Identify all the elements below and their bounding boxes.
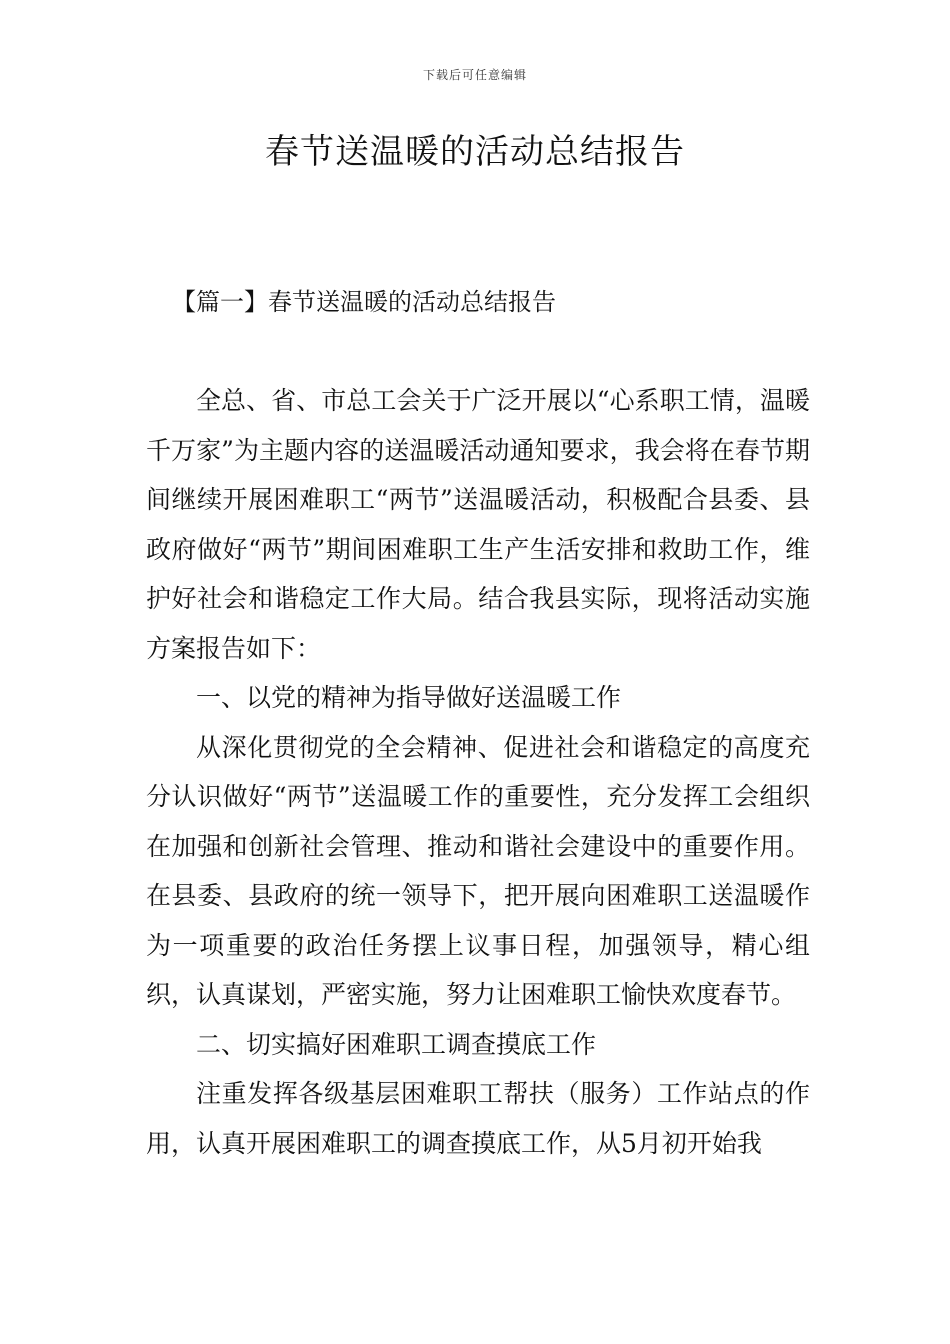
heading-part-one: 一、以党的精神为指导做好送温暖工作 [196,683,622,712]
header-note: 下载后可任意编辑 [422,68,527,82]
document-body [146,376,810,1168]
paragraph-part-one: 从深化贯彻党的全会精神、促进社会和谐稳定的高度充分认识做好“两节”送温暖工作的重要性，充分发挥工会组织在加强和创新社会管理、推动和谐社会建设中的重要作用。在县委、县政府的统一领导下，把开展向困难职工送温暖作为一项重要的政治任务摆上议事日程，加强领导，精心组织，认真谋划，严密实施，努力让困难职工愉快欢度春节。 [146,732,810,1009]
heading-part-two: 二、切实搞好困难职工调查摸底工作 [196,1029,597,1059]
paragraph-intro: 全总、省、市总工会关于广泛开展以“心系职工情，温暖千万家”为主题内容的送温暖活动通知要求，我会将在春节期间继续开展困难职工“两节”送温暖活动，积极配合县委、县政府做好“两节”期间困难职工生产生活安排和救助工作，维护好社会和谐稳定工作大局。结合我县实际，现将活动实施方案报告如下： [146,386,810,663]
document-title: 春节送温暖的活动总结报告 [265,132,685,172]
section-heading: 【篇一】春节送温暖的活动总结报告 [172,288,556,316]
paragraph-part-two: 注重发挥各级基层困难职工帮扶（服务）工作站点的作用，认真开展困难职工的调查摸底工作，从5月初开始我 [146,1079,810,1158]
